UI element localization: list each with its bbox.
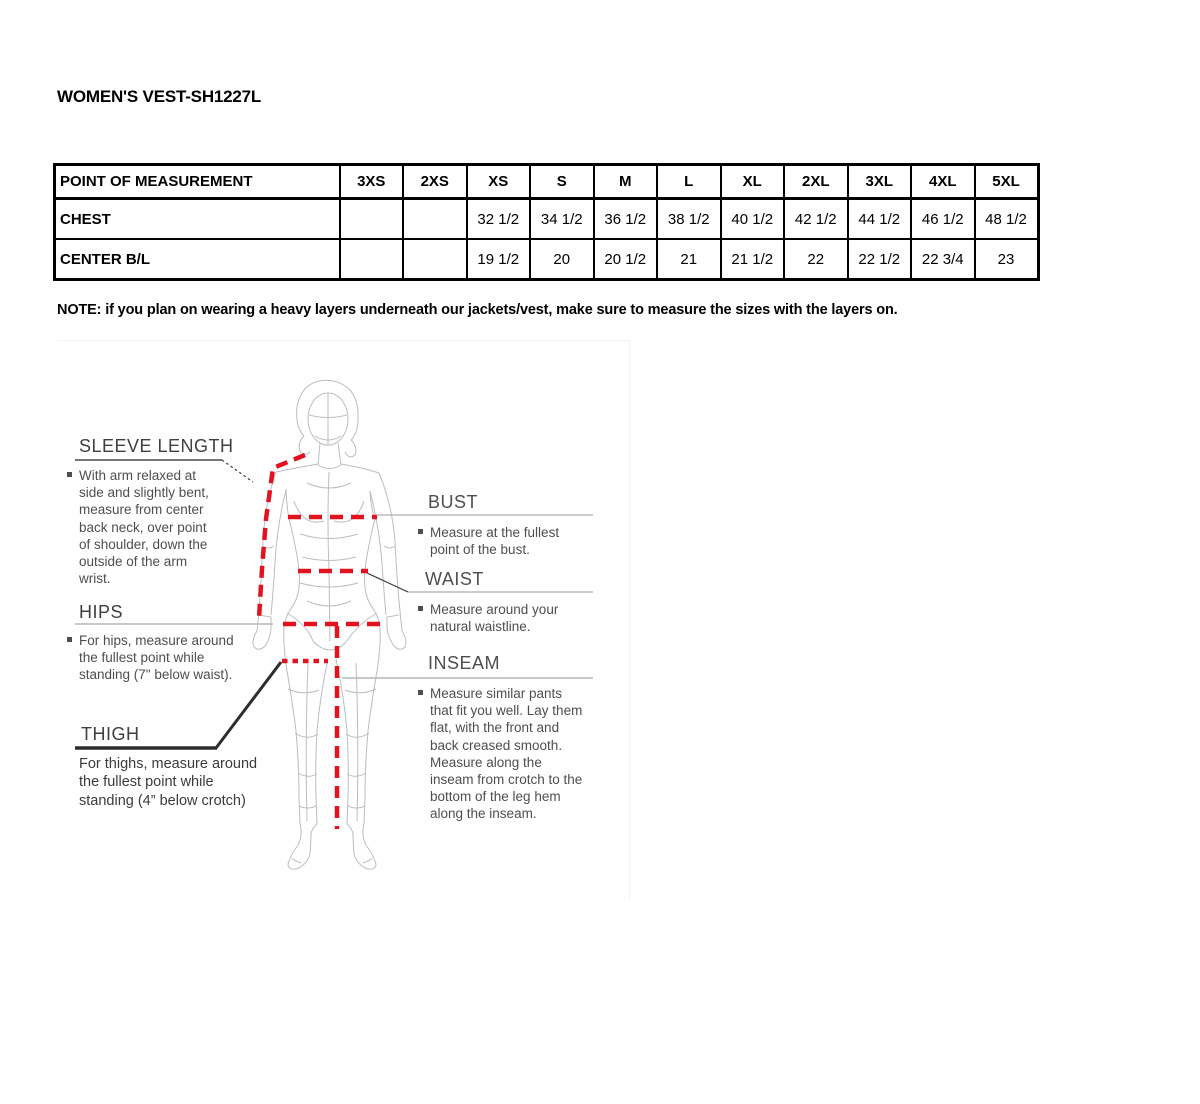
- hips-description: For hips, measure around the fullest point while standing (7" below waist).: [67, 632, 235, 684]
- measurement-lines: [259, 455, 380, 829]
- hips-heading: HIPS: [79, 602, 124, 622]
- table-header-cell: 3XL: [848, 165, 912, 199]
- table-cell: 21 1/2: [721, 239, 785, 280]
- table-header-cell: 5XL: [975, 165, 1039, 199]
- table-cell: 23: [975, 239, 1039, 280]
- table-header-cell: M: [594, 165, 658, 199]
- table-cell: 22 3/4: [911, 239, 975, 280]
- thigh-description: For thighs, measure around the fullest point while standing (4” below crotch): [79, 756, 258, 809]
- table-header-cell: XS: [467, 165, 531, 199]
- note-text: NOTE: if you plan on wearing a heavy layers underneath our jackets/vest, make sure to measure the sizes with the layers on.: [57, 302, 898, 318]
- table-cell: 19 1/2: [467, 239, 531, 280]
- table-cell: 22 1/2: [848, 239, 912, 280]
- table-cell: [340, 239, 404, 280]
- table-cell: 22: [784, 239, 848, 280]
- table-header-cell: L: [657, 165, 721, 199]
- page-title: WOMEN'S VEST-SH1227L: [57, 87, 262, 106]
- table-header-cell: XL: [721, 165, 785, 199]
- row-label: CHEST: [55, 199, 340, 240]
- table-cell: 48 1/2: [975, 199, 1039, 240]
- table-cell: 20: [530, 239, 594, 280]
- bust-description: Measure at the fullest point of the bust.: [418, 524, 568, 558]
- table-cell: 20 1/2: [594, 239, 658, 280]
- table-header-cell: 2XL: [784, 165, 848, 199]
- table-header-cell: 4XL: [911, 165, 975, 199]
- table-cell: 21: [657, 239, 721, 280]
- table-cell: 36 1/2: [594, 199, 658, 240]
- row-label: CENTER B/L: [55, 239, 340, 280]
- inseam-description: Measure similar pants that fit you well. Lay them flat, with the front and back creased smooth. Measure along the inseam from crotch to the bottom of the leg hem along the inseam.: [418, 685, 586, 823]
- table-row-center-bl: [55, 239, 1039, 280]
- bullet-square-icon: [67, 472, 72, 477]
- sleeve-pointer-line: [222, 460, 253, 482]
- table-cell: 44 1/2: [848, 199, 912, 240]
- sleeve-length-description: With arm relaxed at side and slightly bent, measure from center back neck, over point of shoulder, down the outside of the arm wrist.: [67, 467, 219, 587]
- bullet-square-icon: [418, 606, 423, 611]
- table-cell: 32 1/2: [467, 199, 531, 240]
- bullet-square-icon: [418, 529, 423, 534]
- table-cell: [403, 199, 467, 240]
- size-table: [53, 163, 1040, 281]
- thigh-heading: THIGH: [81, 724, 140, 744]
- table-cell: 42 1/2: [784, 199, 848, 240]
- inseam-heading: INSEAM: [428, 653, 501, 673]
- table-header-row: [55, 165, 1039, 199]
- waist-description: Measure around your natural waistline.: [418, 601, 560, 635]
- waist-heading: WAIST: [425, 569, 484, 589]
- table-cell: 38 1/2: [657, 199, 721, 240]
- bullet-square-icon: [67, 637, 72, 642]
- bullet-square-icon: [418, 690, 423, 695]
- table-row-chest: [55, 199, 1039, 240]
- table-header-cell: POINT OF MEASUREMENT: [55, 165, 340, 199]
- measurement-diagram: [57, 340, 630, 899]
- waist-pointer-diagonal: [367, 573, 408, 592]
- table-header-cell: S: [530, 165, 594, 199]
- sleeve-length-heading: SLEEVE LENGTH: [79, 436, 234, 456]
- table-cell: 34 1/2: [530, 199, 594, 240]
- table-header-cell: 2XS: [403, 165, 467, 199]
- bust-heading: BUST: [428, 492, 479, 512]
- table-header-cell: 3XS: [340, 165, 404, 199]
- table-cell: [340, 199, 404, 240]
- table-cell: 46 1/2: [911, 199, 975, 240]
- table-cell: [403, 239, 467, 280]
- table-cell: 40 1/2: [721, 199, 785, 240]
